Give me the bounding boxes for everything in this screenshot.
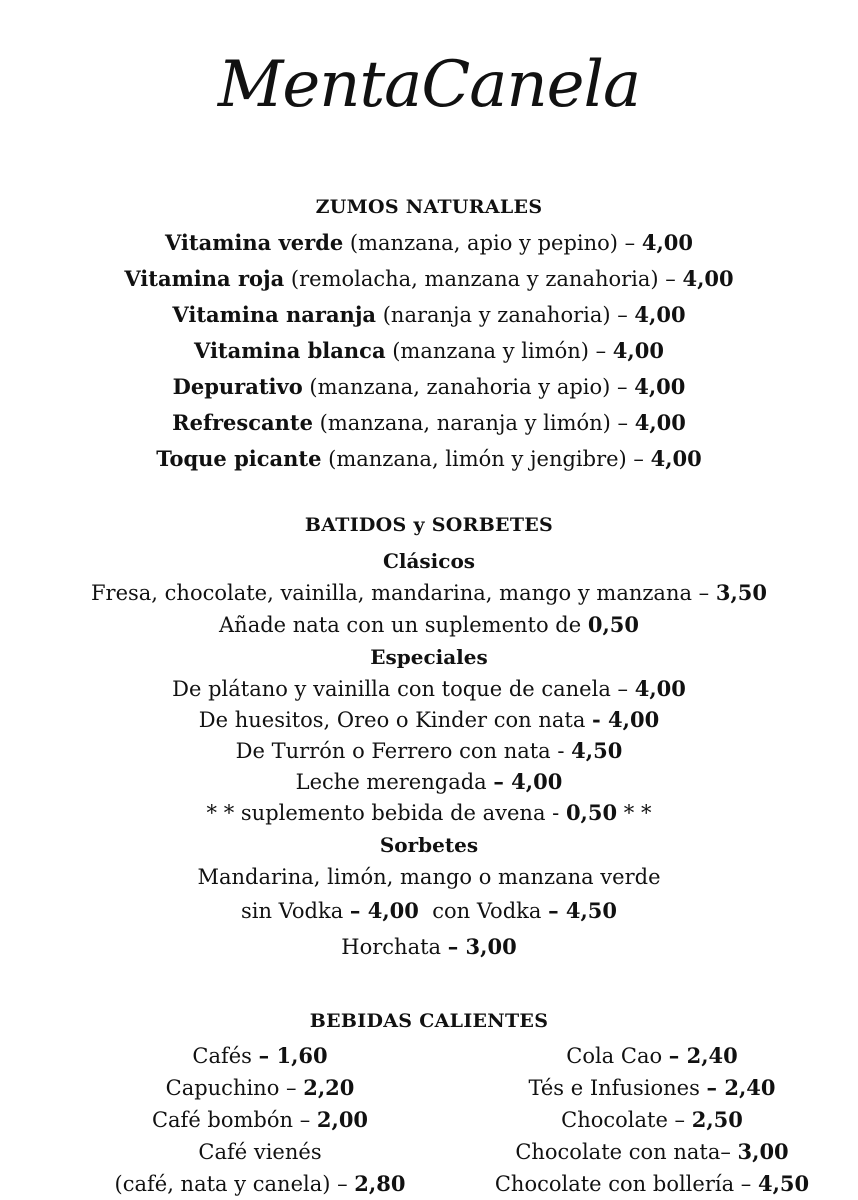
item-desc: Chocolate con nata– — [515, 1140, 738, 1164]
menu-item — [50, 1072, 470, 1104]
item-desc: De plátano y vainilla con toque de canela – — [172, 677, 635, 701]
item-desc: (manzana, zanahoria y apio) – — [302, 375, 635, 399]
item-price: 4,00 — [650, 446, 702, 471]
item-name: Toque picante — [156, 446, 322, 471]
menu-item — [0, 372, 858, 402]
menu-item — [0, 578, 858, 608]
item-price: 4,00 — [634, 374, 686, 399]
column-right — [442, 1040, 858, 1200]
subheading-sorbetes: Sorbetes — [379, 833, 479, 857]
item-price: 0,50 — [587, 612, 639, 637]
column-left — [50, 1040, 470, 1200]
item-name: Vitamina naranja — [172, 302, 377, 327]
item-price: 3,50 — [715, 580, 768, 605]
item-desc: (manzana, limón y jengibre) – — [321, 447, 651, 471]
item-price: 2,50 — [691, 1107, 743, 1132]
item-price: – 4,50 — [548, 898, 618, 923]
section-heading-batidos: BATIDOS y SORBETES — [304, 514, 554, 536]
item-desc: Tés e Infusiones — [528, 1076, 707, 1100]
item-desc: De huesitos, Oreo o Kinder con nata — [198, 708, 593, 732]
item-name: Depurativo — [172, 374, 303, 399]
item-desc: Café bombón – — [151, 1108, 317, 1132]
item-price: 2,00 — [316, 1107, 369, 1132]
item-price: - 4,00 — [592, 707, 660, 732]
menu-item — [442, 1136, 858, 1168]
item-desc: (manzana, naranja y limón) – — [312, 411, 635, 435]
item-price: 4,50 — [571, 738, 623, 763]
item-desc: con Vodka — [418, 899, 549, 923]
section-heading-calientes: BEBIDAS CALIENTES — [309, 1010, 549, 1032]
menu-item — [0, 300, 858, 330]
menu-item — [50, 1104, 470, 1136]
menu-item — [0, 736, 858, 766]
menu-item — [442, 1040, 858, 1072]
menu-item — [0, 264, 858, 294]
item-price: – 4,00 — [349, 898, 419, 923]
item-price: – 1,60 — [258, 1043, 328, 1068]
subheading-especiales: Especiales — [370, 645, 488, 669]
item-desc: Café vienés — [198, 1140, 322, 1164]
item-name: Vitamina blanca — [194, 338, 386, 363]
menu-item: Mandarina, limón, mango o manzana verde — [197, 865, 661, 889]
item-price: – 2,40 — [706, 1075, 776, 1100]
menu-item — [442, 1168, 858, 1200]
menu-item — [50, 1040, 470, 1072]
item-price: 4,00 — [634, 410, 686, 435]
subheading-clasicos: Clásicos — [382, 549, 476, 573]
menu-item — [0, 767, 858, 797]
item-price: 2,20 — [303, 1075, 355, 1100]
item-desc: Horchata — [341, 935, 448, 959]
item-price: 4,00 — [634, 676, 686, 701]
item-price: – 4,00 — [493, 769, 563, 794]
item-price: – 3,00 — [447, 934, 517, 959]
item-price: 2,80 — [354, 1171, 406, 1196]
menu-item — [0, 336, 858, 366]
item-price: 4,00 — [634, 302, 686, 327]
item-name: Refrescante — [172, 410, 313, 435]
item-desc: Chocolate – — [561, 1108, 692, 1132]
item-desc: (café, nata y canela) – — [114, 1172, 355, 1196]
item-desc: Leche merengada — [295, 770, 494, 794]
item-desc: Añade nata con un suplemento de — [219, 613, 588, 637]
item-desc: (naranja y zanahoria) – — [376, 303, 635, 327]
section-heading-zumos: ZUMOS NATURALES — [315, 196, 543, 218]
menu-item — [50, 1136, 470, 1168]
item-desc: Chocolate con bollería – — [494, 1172, 758, 1196]
menu-item — [0, 228, 858, 258]
menu-item — [0, 896, 858, 926]
item-price: 4,00 — [612, 338, 664, 363]
brand-logo: MentaCanela — [217, 48, 641, 122]
item-price: 3,00 — [737, 1139, 789, 1164]
item-desc: Fresa, chocolate, vainilla, mandarina, mango y manzana – — [90, 581, 716, 605]
item-desc: Cola Cao — [566, 1044, 669, 1068]
item-price: – 2,40 — [668, 1043, 738, 1068]
note-text: * * — [617, 801, 652, 825]
item-price: 4,50 — [757, 1171, 810, 1196]
menu-item — [442, 1072, 858, 1104]
menu-item — [0, 674, 858, 704]
item-price: 4,00 — [641, 230, 693, 255]
item-desc: (manzana, apio y pepino) – — [343, 231, 642, 255]
item-name: Vitamina verde — [164, 230, 344, 255]
menu-item — [0, 932, 858, 962]
item-desc: (remolacha, manzana y zanahoria) – — [284, 267, 683, 291]
menu-item — [0, 705, 858, 735]
item-price: 4,00 — [682, 266, 734, 291]
item-desc: Cafés — [192, 1044, 259, 1068]
note-text: * * suplemento bebida de avena - — [206, 801, 566, 825]
item-name: Vitamina roja — [124, 266, 285, 291]
item-desc: Capuchino – — [165, 1076, 304, 1100]
menu-item — [0, 408, 858, 438]
item-desc: (manzana y limón) – — [385, 339, 613, 363]
item-desc: De Turrón o Ferrero con nata - — [235, 739, 572, 763]
menu-item — [0, 610, 858, 640]
note-avena — [0, 798, 858, 828]
item-desc: sin Vodka — [240, 899, 350, 923]
menu-item — [442, 1104, 858, 1136]
menu-item — [50, 1168, 470, 1200]
menu-item — [0, 444, 858, 474]
item-price: 0,50 — [565, 800, 618, 825]
